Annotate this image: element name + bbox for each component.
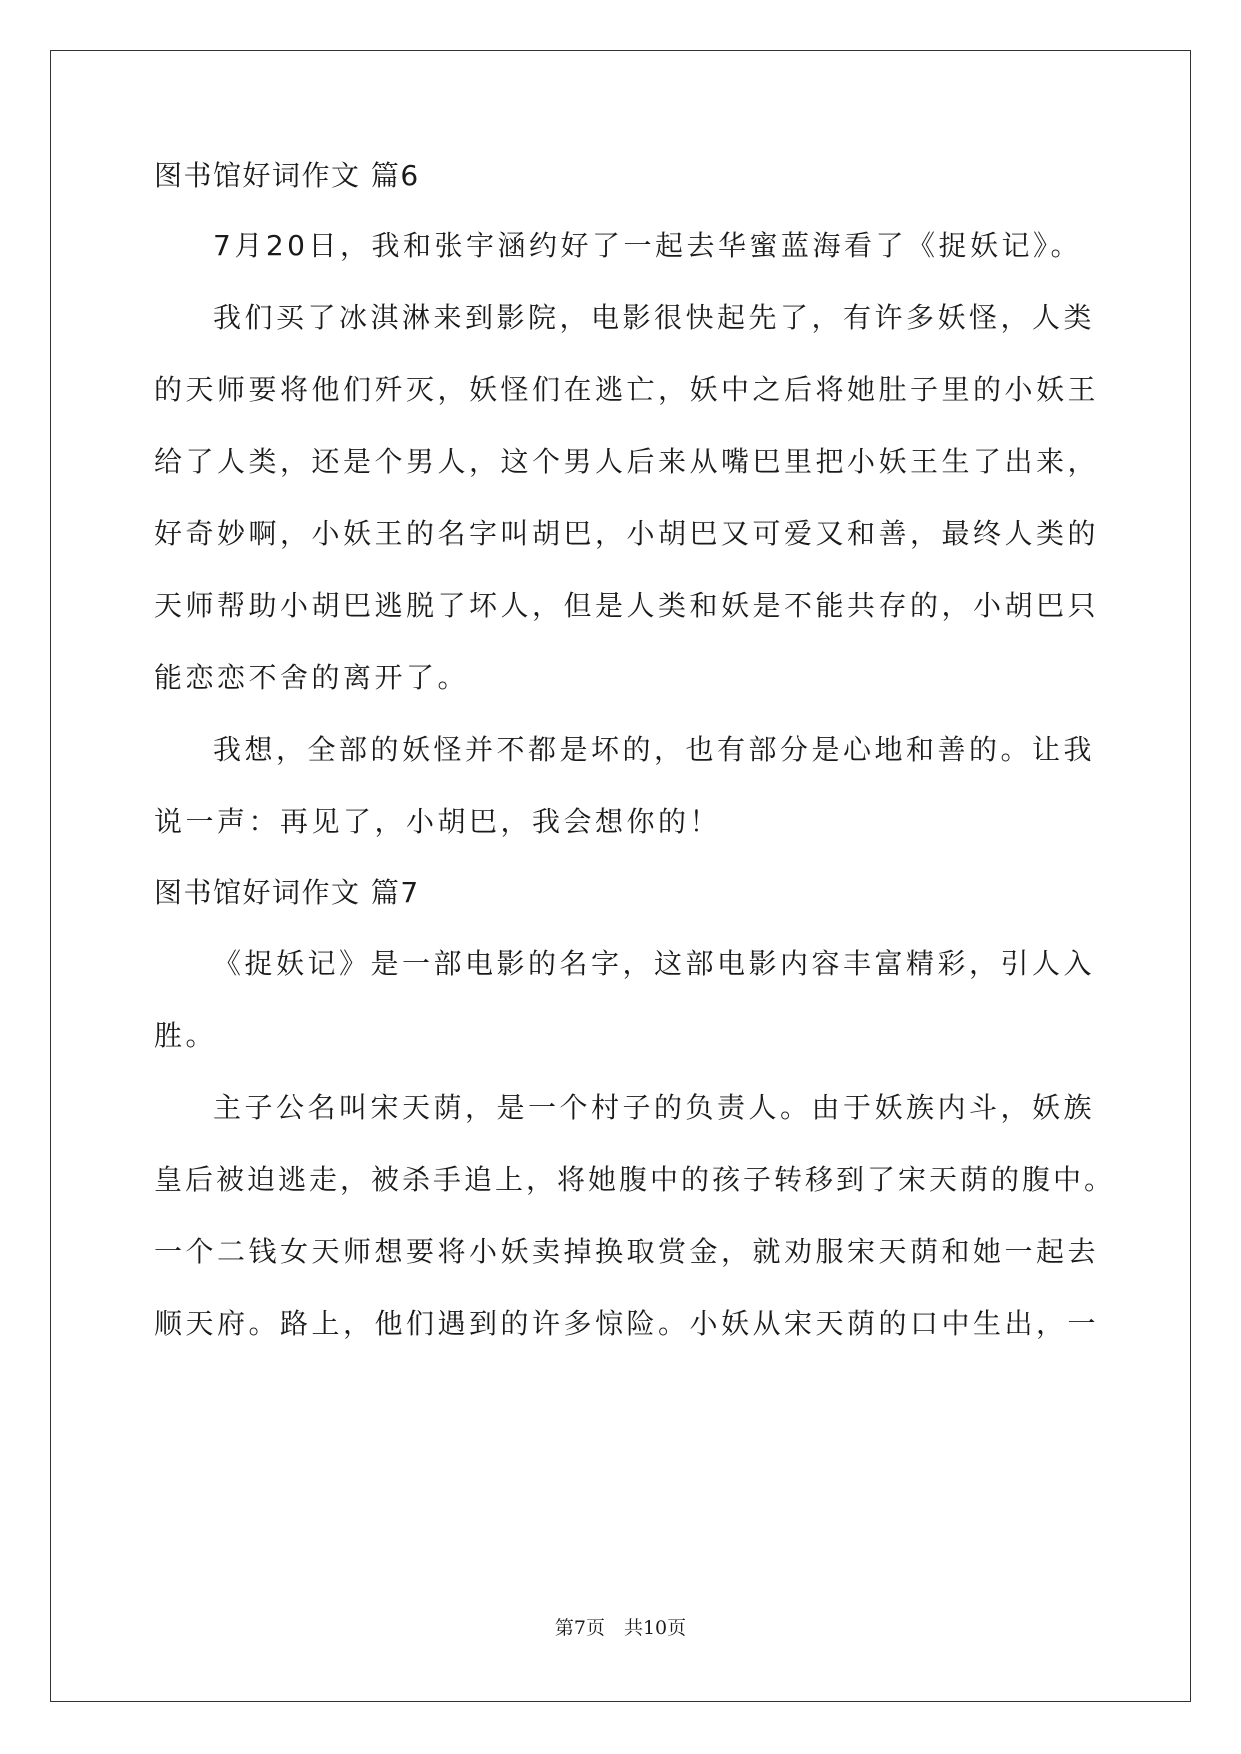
- paragraph-line: 皇后被迫逃走，被杀手追上，将她腹中的孩子转移到了宋天荫的腹中。: [154, 1163, 1116, 1196]
- paragraph-line: 给了人类，还是个男人，这个男人后来从嘴巴里把小妖王生了出来，: [154, 445, 1100, 478]
- paragraph-line: 能恋恋不舍的离开了。: [154, 661, 470, 694]
- heading-essay-7: 图书馆好词作文 篇7: [154, 876, 420, 909]
- paragraph-line: 顺天府。路上，他们遇到的许多惊险。小妖从宋天荫的口中生出，一: [154, 1307, 1100, 1340]
- paragraph-line: 我们买了冰淇淋来到影院，电影很快起先了，有许多妖怪，人类: [213, 301, 1096, 334]
- paragraph-line: 一个二钱女天师想要将小妖卖掉换取赏金，就劝服宋天荫和她一起去: [154, 1235, 1100, 1268]
- paragraph-line: 7月20日，我和张宇涵约好了一起去华蜜蓝海看了《捉妖记》。: [213, 229, 1082, 262]
- heading-essay-6: 图书馆好词作文 篇6: [154, 159, 420, 192]
- paragraph-line: 好奇妙啊，小妖王的名字叫胡巴，小胡巴又可爱又和善，最终人类的: [154, 517, 1100, 550]
- paragraph-line: 我想，全部的妖怪并不都是坏的，也有部分是心地和善的。让我: [213, 733, 1096, 766]
- paragraph-line: 天师帮助小胡巴逃脱了坏人，但是人类和妖是不能共存的，小胡巴只: [154, 589, 1100, 622]
- paragraph-line: 的天师要将他们歼灭，妖怪们在逃亡，妖中之后将她肚子里的小妖王: [154, 373, 1100, 406]
- page-number-footer: 第7页 共10页: [554, 1617, 687, 1639]
- paragraph-line: 说一声：再见了，小胡巴，我会想你的！: [154, 805, 722, 838]
- paragraph-line: 胜。: [154, 1019, 218, 1052]
- paragraph-line: 主子公名叫宋天荫，是一个村子的负责人。由于妖族内斗，妖族: [213, 1091, 1096, 1124]
- paragraph-line: 《捉妖记》是一部电影的名字，这部电影内容丰富精彩，引人入: [213, 947, 1096, 980]
